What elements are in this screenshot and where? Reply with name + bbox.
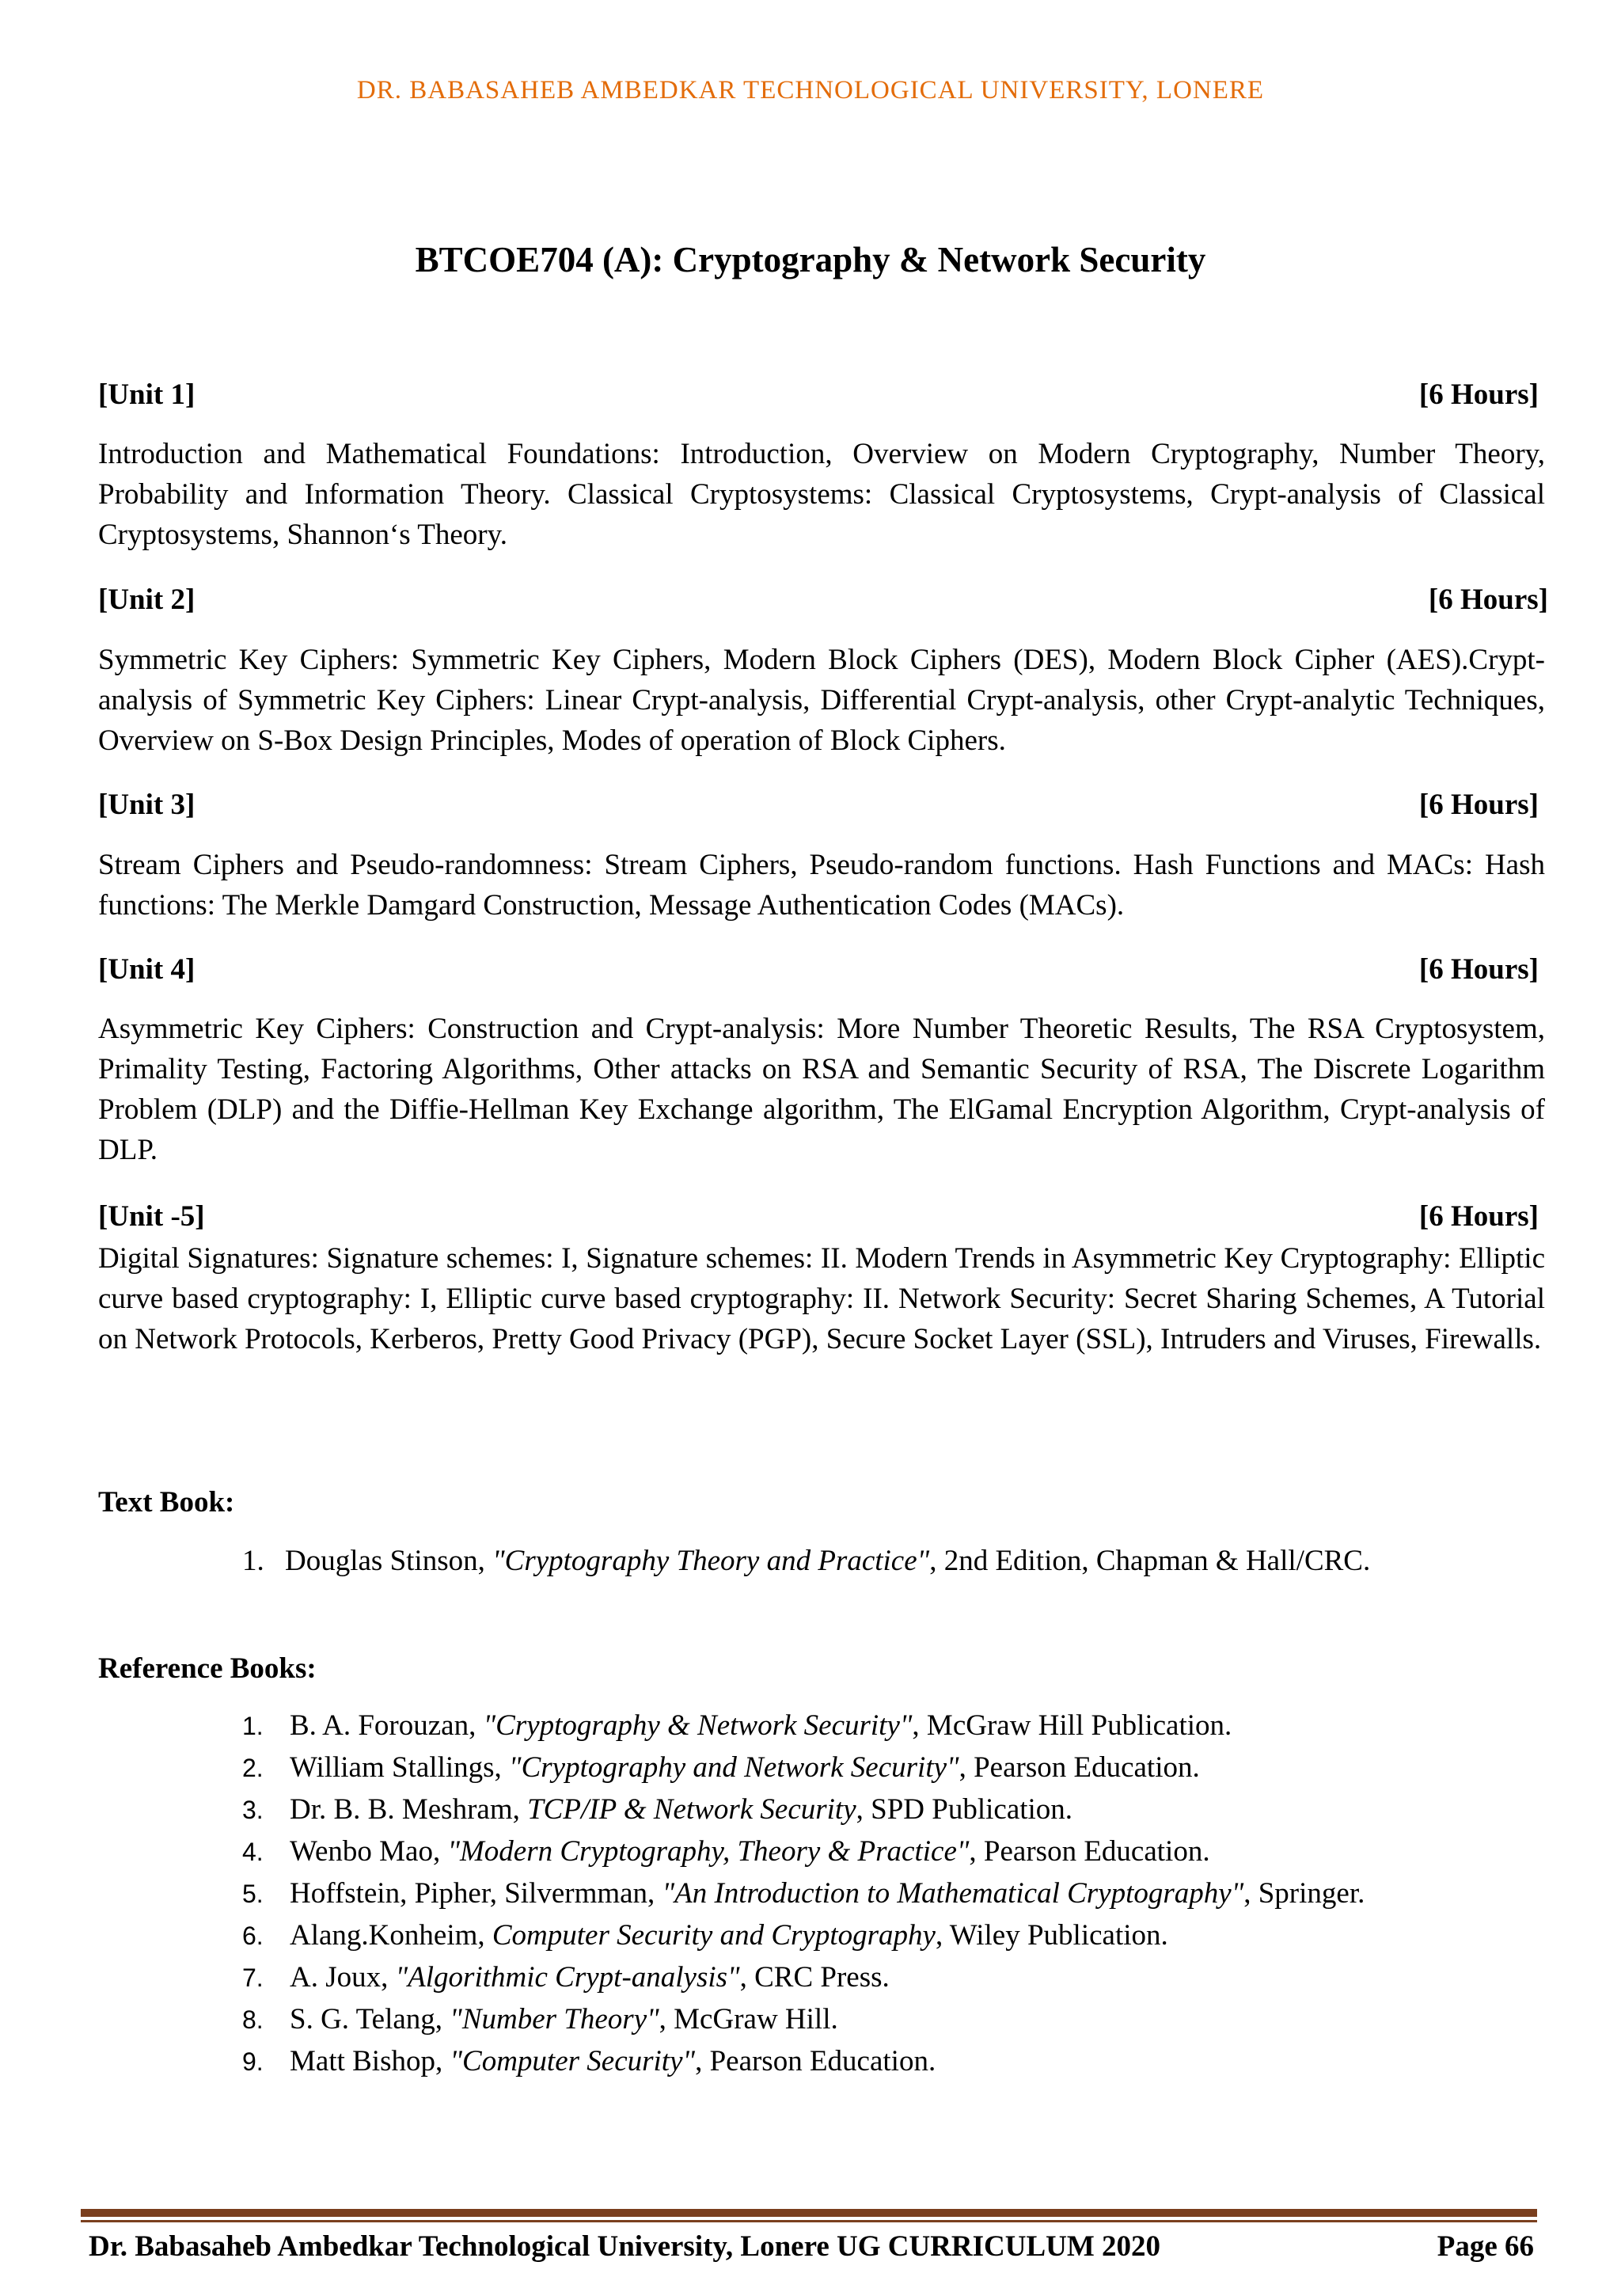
book-author: William Stallings,: [290, 1751, 510, 1784]
book-author: B. A. Forouzan,: [290, 1709, 484, 1742]
book-title: "Computer Security": [450, 2045, 696, 2077]
footer-rule-thin: [81, 2220, 1537, 2222]
unit-hours: [6 Hours]: [1418, 789, 1539, 821]
book-publisher: , Pearson Education.: [695, 2045, 936, 2077]
unit-5-content: Digital Signatures: Signature schemes: I, Signature schemes: II. Modern Trends in Asymmetric Key Cryptography: Elliptic curve based cryptography: I, Elliptic curve based cryptography: II. Network Security: Secret Sharing Schemes, A Tutorial on Network Protocols, Kerberos, Pretty Good Privacy (PGP), Secure Socket Layer (SSL), Intruders and Viruses, Firewalls.: [98, 1242, 1545, 1355]
list-number: 1.: [242, 1712, 264, 1740]
unit-1-heading: [98, 378, 1539, 412]
book-publisher: , McGraw Hill.: [659, 2003, 838, 2036]
book-author: Matt Bishop,: [290, 2045, 450, 2077]
book-author: Dr. B. B. Meshram,: [290, 1793, 528, 1826]
list-number: 9.: [242, 2047, 264, 2076]
book-publisher: , CRC Press.: [739, 1961, 890, 1994]
list-item: [242, 1960, 1365, 2002]
book-publisher: , Pearson Education.: [959, 1751, 1200, 1784]
list-item: [242, 1834, 1365, 1876]
book-title: Computer Security and Cryptography: [492, 1919, 936, 1952]
book-author: Hoffstein, Pipher, Silvermman,: [290, 1877, 662, 1910]
list-number: 8.: [242, 2005, 264, 2034]
unit-hours: [6 Hours]: [1418, 378, 1539, 411]
unit-2-content: Symmetric Key Ciphers: Symmetric Key Ciphers, Modern Block Ciphers (DES), Modern Block Cipher (AES).Crypt-analysis of Symmetric Key Ciphers: Linear Crypt-analysis, Differential Crypt-analysis, other Crypt-analytic Techniques, Overview on S-Box Design Principles, Modes of operation of Block Ciphers.: [98, 644, 1545, 757]
list-item: [242, 1918, 1365, 1960]
book-title: TCP/IP & Network Security: [527, 1793, 856, 1826]
book-publisher: , Wiley Publication.: [935, 1919, 1168, 1952]
unit-3-heading: [98, 788, 1539, 822]
list-item: [242, 1709, 1365, 1751]
unit-2-heading: [98, 583, 1548, 617]
book-title: "Modern Cryptography, Theory & Practice": [447, 1835, 970, 1868]
unit-label: [Unit 2]: [98, 584, 196, 616]
list-number: 7.: [242, 1963, 264, 1992]
book-author: Alang.Konheim,: [290, 1919, 492, 1952]
list-number: 1.: [242, 1545, 264, 1577]
unit-label: [Unit 3]: [98, 789, 196, 821]
footer-university: Dr. Babasaheb Ambedkar Technological University, Lonere UG CURRICULUM 2020: [89, 2230, 1161, 2263]
reference-books-heading: Reference Books:: [98, 1652, 317, 1685]
page-number: Page 66: [1437, 2230, 1534, 2263]
unit-5-heading: [98, 1199, 1539, 1234]
unit-label: [Unit -5]: [98, 1200, 205, 1233]
book-title: "Cryptography and Network Security": [509, 1751, 959, 1784]
list-item: [242, 1544, 1370, 1585]
book-publisher: , McGraw Hill Publication.: [912, 1709, 1232, 1742]
book-author: S. G. Telang,: [290, 2003, 450, 2036]
book-title: "Cryptography & Network Security": [483, 1709, 913, 1742]
book-author: A. Joux,: [290, 1961, 396, 1994]
book-author: Douglas Stinson,: [285, 1545, 493, 1577]
list-number: 3.: [242, 1796, 264, 1824]
unit-hours: [6 Hours]: [1418, 953, 1539, 986]
book-publisher: , Pearson Education.: [969, 1835, 1210, 1868]
text-book-heading: Text Book:: [98, 1486, 235, 1519]
book-publisher: , 2nd Edition, Chapman & Hall/CRC.: [929, 1545, 1371, 1577]
list-number: 6.: [242, 1922, 264, 1950]
list-number: 5.: [242, 1880, 264, 1908]
university-header: DR. BABASAHEB AMBEDKAR TECHNOLOGICAL UNIVERSITY, LONERE: [356, 76, 1265, 105]
unit-label: [Unit 4]: [98, 953, 196, 986]
unit-3-content: Stream Ciphers and Pseudo-randomness: Stream Ciphers, Pseudo-random functions. Hash Functions and MACs: Hash functions: The Merkle Damgard Construction, Message Authentication Codes (MACs).: [98, 849, 1545, 922]
book-title: "Algorithmic Crypt-analysis": [395, 1961, 740, 1994]
page-footer: [89, 2229, 1534, 2264]
unit-4-content: Asymmetric Key Ciphers: Construction and Crypt-analysis: More Number Theoretic Results, The RSA Cryptosystem, Primality Testing, Factoring Algorithms, Other attacks on RSA and Semantic Security of RSA, The Discrete Logarithm Problem (DLP) and the Diffie-Hellman Key Exchange algorithm, The ElGamal Encryption Algorithm, Crypt-analysis of DLP.: [98, 1013, 1545, 1166]
list-number: 2.: [242, 1754, 264, 1782]
footer-rule-thick: [81, 2209, 1537, 2217]
unit-hours: [6 Hours]: [1418, 1200, 1539, 1233]
list-item: [242, 2002, 1365, 2044]
list-number: 4.: [242, 1838, 264, 1866]
book-title: "An Introduction to Mathematical Cryptography": [662, 1877, 1244, 1910]
course-title: BTCOE704 (A): Cryptography & Network Security: [415, 240, 1206, 279]
book-publisher: , Springer.: [1243, 1877, 1365, 1910]
unit-1-content: Introduction and Mathematical Foundations: Introduction, Overview on Modern Cryptography, Number Theory, Probability and Information Theory. Classical Cryptosystems: Classical Cryptosystems, Crypt-analysis of Classical Cryptosystems, Shannon‘s Theory.: [98, 438, 1545, 551]
book-publisher: , SPD Publication.: [856, 1793, 1073, 1826]
book-author: Wenbo Mao,: [290, 1835, 448, 1868]
book-title: "Number Theory": [450, 2003, 659, 2036]
list-item: [242, 2044, 1365, 2086]
book-title: "Cryptography Theory and Practice": [492, 1545, 930, 1577]
list-item: [242, 1876, 1365, 1918]
list-item: [242, 1751, 1365, 1792]
unit-hours: [6 Hours]: [1428, 584, 1548, 616]
unit-4-heading: [98, 952, 1539, 986]
reference-books-list: [242, 1709, 1365, 2086]
unit-label: [Unit 1]: [98, 378, 196, 411]
list-item: [242, 1792, 1365, 1834]
text-book-list: [242, 1544, 1370, 1585]
